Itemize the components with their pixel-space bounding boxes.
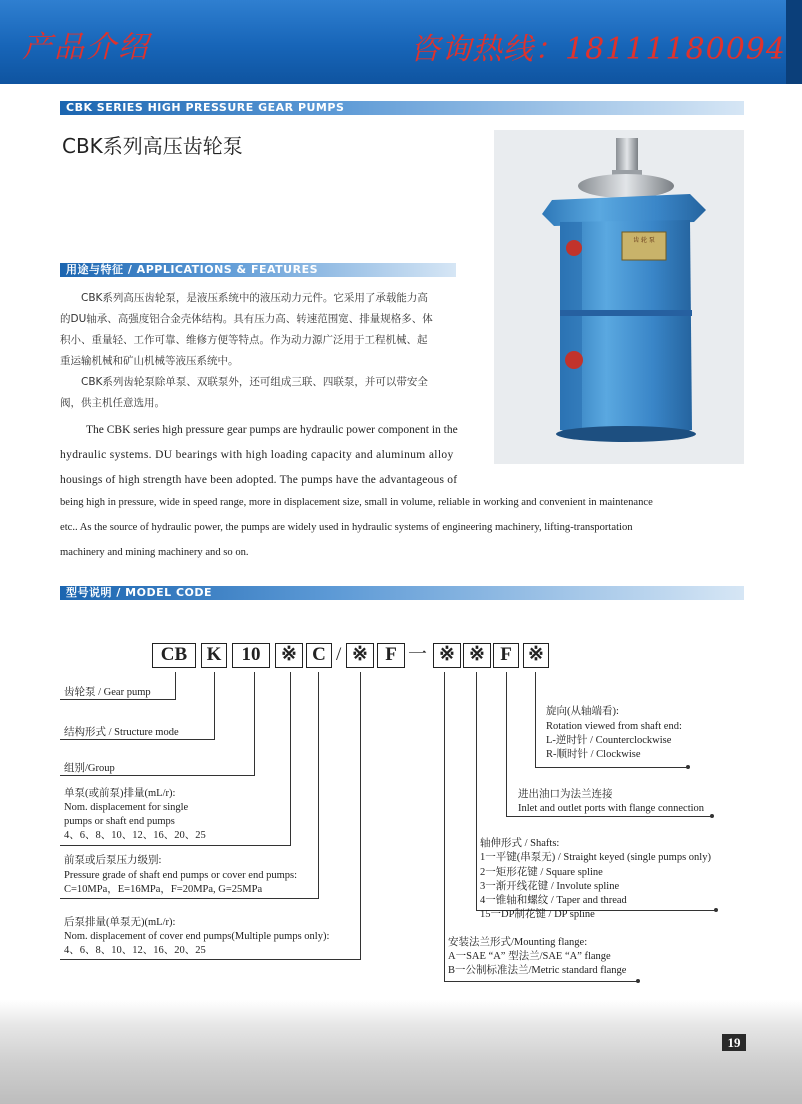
label-pressure-cn: 前泵或后泵压力级别:	[64, 855, 162, 866]
label-rotation-cn: 旋向(从轴端看):	[546, 706, 619, 717]
label-structure: 结构形式 / Structure mode	[64, 727, 179, 738]
cn-line: 重运输机械和矿山机械等液压系统中。	[60, 355, 239, 367]
model-code-heading-bar	[60, 586, 744, 600]
label-shafts-4: 4一锥轴和螺纹 / Taper and thread	[480, 895, 627, 906]
label-rear-disp-en: Nom. displacement of cover end pumps(Multiple pumps only):	[64, 931, 330, 942]
label-flange-a: A一SAE “A” 型法兰/SAE “A” flange	[448, 951, 611, 962]
series-bar-label: CBK SERIES HIGH PRESSURE GEAR PUMPS	[66, 101, 345, 114]
cn-line: 积小、重量轻、工作可靠、维修方便等特点。作为动力源广泛用于工程机械、起	[60, 334, 428, 346]
code-box-pressure: C	[306, 643, 332, 668]
leader-shafts-end	[714, 908, 718, 912]
label-group: 组别/Group	[64, 763, 115, 774]
code-box-k: K	[201, 643, 227, 668]
label-rear-disp-values: 4、6、8、10、12、16、20、25	[64, 945, 206, 956]
label-shafts-1: 1一平键(串泵无) / Straight keyed (single pumps only)	[480, 852, 711, 863]
label-rotation-en: Rotation viewed from shaft end:	[546, 721, 682, 732]
label-single-disp-values: 4、6、8、10、12、16、20、25	[64, 830, 206, 841]
label-shafts-title: 轴伸形式 / Shafts:	[480, 838, 560, 849]
series-bar	[60, 101, 744, 115]
code-box-shaft: ※	[463, 643, 491, 668]
leader-single-disp	[60, 845, 291, 846]
en-line: being high in pressure, wide in speed range, more in displacement size, small in volume, reliable in working and convenient in maintenance	[60, 497, 653, 508]
product-photo	[494, 130, 744, 464]
code-separator-slash: /	[336, 644, 342, 665]
en-line: The CBK series high pressure gear pumps are hydraulic power component in the	[86, 424, 458, 436]
label-pressure-en: Pressure grade of shaft end pumps or cover end pumps:	[64, 870, 297, 881]
applications-en-text-narrow	[60, 418, 485, 493]
leader-flange	[444, 981, 638, 982]
code-box-rotation: ※	[523, 643, 549, 668]
label-rotation-r: R-顺时针 / Clockwise	[546, 749, 641, 760]
label-ports-en: Inlet and outlet ports with flange connection	[518, 803, 705, 814]
code-box-disp1: ※	[275, 643, 303, 668]
label-flange-b: B一公制标准法兰/Metric standard flange	[448, 965, 627, 976]
label-shafts-3: 3一渐开线花键 / Involute spline	[480, 881, 620, 892]
page-footer	[0, 1000, 802, 1104]
cn-line: CBK系列高压齿轮泵，是液压系统中的液压动力元件。它采用了承载能力高	[81, 292, 428, 304]
code-box-f1: F	[377, 643, 405, 668]
header-title: 产品介绍	[22, 30, 150, 65]
cn-line: 的DU轴承、高强度铝合金壳体结构。具有压力高、转速范围宽、排量规格多、体	[60, 313, 433, 325]
code-box-flange: ※	[433, 643, 461, 668]
label-single-disp-cn: 单泵(或前泵)排量(mL/r):	[64, 788, 176, 799]
leader-ports	[506, 816, 712, 817]
page-title: CBK系列高压齿轮泵	[62, 134, 243, 158]
label-rear-disp-cn: 后泵排量(单泵无)(mL/r):	[64, 917, 176, 928]
en-line: hydraulic systems. DU bearings with high loading capacity and aluminum alloy	[60, 449, 454, 461]
leader-flange-end	[636, 979, 640, 983]
leader-rear-disp	[60, 959, 361, 960]
code-box-group: 10	[232, 643, 270, 668]
code-box-f2: F	[493, 643, 519, 668]
en-line: etc.. As the source of hydraulic power, the pumps are widely used in hydraulic systems of engineering machinery, lifting-transportation	[60, 522, 633, 533]
page-header-banner	[0, 0, 802, 84]
en-line: housings of high strength have been adopted. The pumps have the advantageous of	[60, 474, 458, 486]
label-shafts-15: 15一DP制花键 / DP spline	[480, 909, 595, 920]
page-number: 19	[722, 1034, 746, 1051]
inlet-port	[566, 240, 582, 256]
leader-rotation-end	[686, 765, 690, 769]
code-box-disp2: ※	[346, 643, 374, 668]
label-single-disp-en2: pumps or shaft end pumps	[64, 816, 175, 827]
model-code-heading: 型号说明 / MODEL CODE	[66, 586, 213, 599]
header-edge	[786, 0, 802, 84]
header-hotline: 咨询热线：18111180094	[410, 32, 786, 67]
en-line: machinery and mining machinery and so on.	[60, 547, 249, 558]
applications-heading: 用途与特征 / APPLICATIONS & FEATURES	[66, 263, 319, 276]
cn-line: 阀，供主机任意选用。	[60, 397, 165, 409]
label-pressure-values: C=10MPa，E=16MPa，F=20MPa, G=25MPa	[64, 884, 263, 895]
cn-line: CBK系列齿轮泵除单泵、双联泵外，还可组成三联、四联泵，并可以带安全	[81, 376, 428, 388]
label-single-disp-en1: Nom. displacement for single	[64, 802, 189, 813]
leader-ports-end	[710, 814, 714, 818]
applications-cn-text	[60, 288, 486, 414]
name-plate-text: 齿 轮 泵	[633, 237, 655, 244]
label-rotation-l: L-逆时针 / Counterclockwise	[546, 735, 672, 746]
outlet-port	[565, 351, 583, 369]
label-shafts-2: 2一矩形花键 / Square spline	[480, 867, 603, 878]
leader-rotation	[535, 767, 688, 768]
applications-en-text-wide	[60, 490, 744, 565]
code-separator-dash: 一	[408, 644, 428, 665]
label-flange-title: 安装法兰形式/Mounting flange:	[448, 937, 588, 948]
label-ports-cn: 进出油口为法兰连接	[518, 789, 613, 800]
label-gear-pump: 齿轮泵 / Gear pump	[64, 687, 151, 698]
code-box-cb: CB	[152, 643, 196, 668]
applications-heading-bar	[60, 263, 456, 277]
leader-pressure	[60, 898, 319, 899]
gear-pump-illustration	[494, 130, 744, 464]
